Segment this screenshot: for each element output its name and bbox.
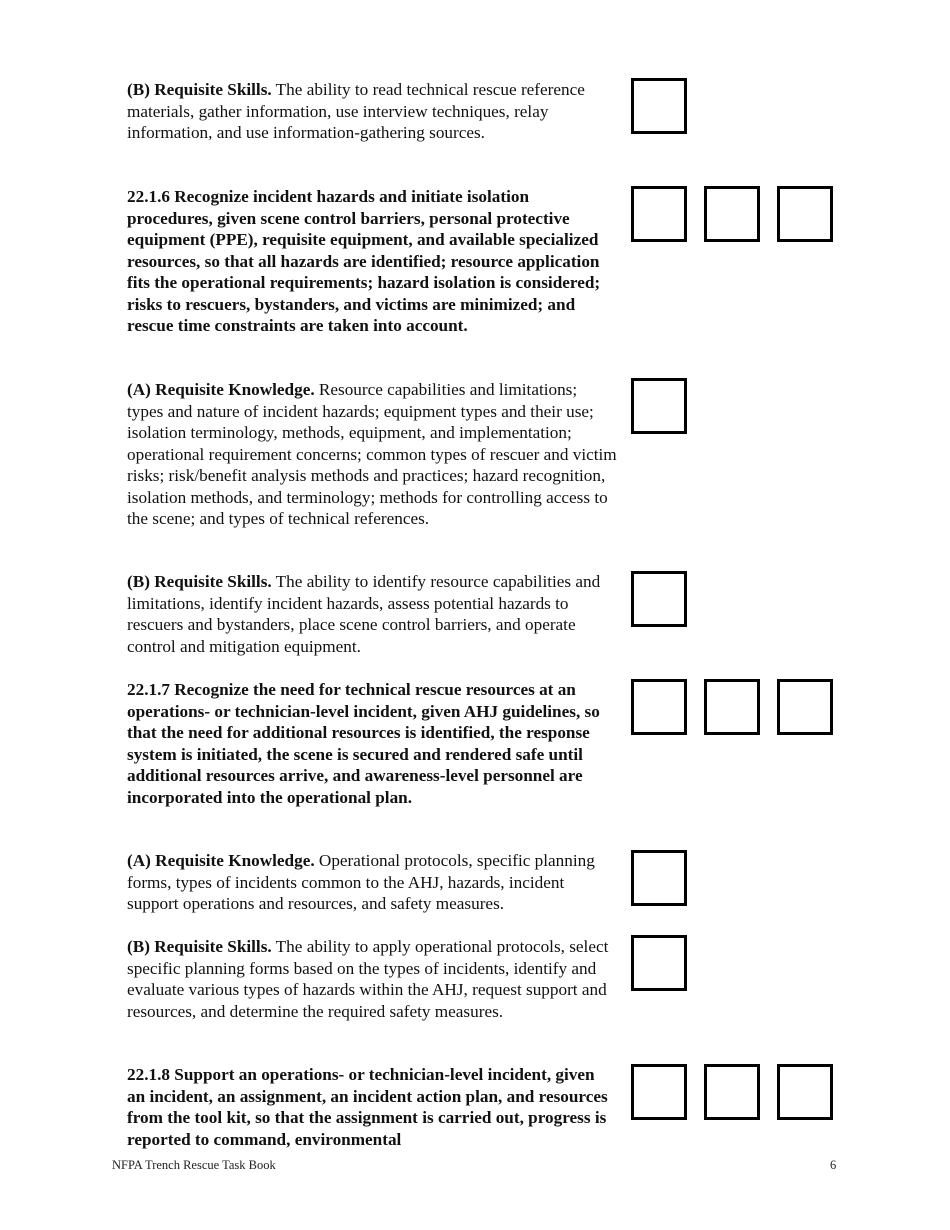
signoff-checkbox[interactable] — [704, 1064, 760, 1120]
signoff-box-group — [631, 78, 687, 134]
signoff-checkbox[interactable] — [777, 186, 833, 242]
requisite-knowledge-paragraph — [127, 379, 617, 530]
jpr-22-1-7-paragraph — [127, 679, 617, 808]
requisite-knowledge-paragraph — [127, 850, 617, 915]
footer-title: NFPA Trench Rescue Task Book — [112, 1158, 276, 1172]
section-text: Resource capabilities and limitations; types and nature of incident hazards; equipment types and their use; isolation terminology, methods, equipment, and implementation; operational requirement concerns; common types of rescuer and victim risks; risk/benefit analysis methods and practices; hazard recognition, isolation methods, and terminology; methods for controlling access to the scene; and types of technical references. — [127, 380, 617, 528]
section-text: 22.1.7 Recognize the need for technical rescue resources at an operations- or technician-level incident, given AHJ guidelines, so that the need for additional resources is identified, the response system is initiated, the scene is secured and rendered safe until additional resources arrive, and awareness-level personnel are incorporated into the operational plan. — [127, 680, 600, 807]
signoff-checkbox[interactable] — [631, 679, 687, 735]
signoff-box-group — [631, 571, 687, 627]
signoff-checkbox[interactable] — [777, 679, 833, 735]
signoff-checkbox[interactable] — [631, 935, 687, 991]
signoff-checkbox[interactable] — [777, 1064, 833, 1120]
signoff-checkbox[interactable] — [704, 186, 760, 242]
signoff-box-group — [631, 679, 833, 735]
signoff-box-group — [631, 935, 687, 991]
signoff-box-group — [631, 1064, 833, 1120]
signoff-checkbox[interactable] — [631, 186, 687, 242]
section-text: Operational protocols, specific planning forms, types of incidents common to the AHJ, hazards, incident support operations and resources, and safety measures. — [127, 851, 595, 913]
section-label: (A) Requisite Knowledge. — [127, 851, 315, 870]
section-text: 22.1.6 Recognize incident hazards and initiate isolation procedures, given scene control barriers, personal protective equipment (PPE), requisite equipment, and available specialized resources, so that all hazards are identified; resource application fits the operational requirements; hazard isolation is considered; risks to rescuers, bystanders, and victims are minimized; and rescue time constraints are taken into account. — [127, 187, 601, 335]
section-label: (B) Requisite Skills. — [127, 80, 272, 99]
section-text: The ability to identify resource capabilities and limitations, identify incident hazards, assess potential hazards to rescuers and bystanders, place scene control barriers, and operate control and mitigation equipment. — [127, 572, 601, 656]
jpr-22-1-6-paragraph — [127, 186, 617, 337]
signoff-checkbox[interactable] — [631, 571, 687, 627]
jpr-22-1-8-paragraph — [127, 1064, 617, 1150]
signoff-checkbox[interactable] — [631, 78, 687, 134]
requisite-skills-paragraph — [127, 571, 617, 657]
page-number: 6 — [830, 1158, 837, 1172]
requisite-skills-paragraph — [127, 79, 617, 144]
signoff-box-group — [631, 378, 687, 434]
signoff-box-group — [631, 186, 833, 242]
signoff-checkbox[interactable] — [631, 378, 687, 434]
section-label: (B) Requisite Skills. — [127, 572, 272, 591]
requisite-skills-paragraph — [127, 936, 617, 1022]
section-text: The ability to apply operational protocols, select specific planning forms based on the types of incidents, identify and evaluate various types of hazards within the AHJ, request support and resources, and determine the required safety measures. — [127, 937, 609, 1021]
signoff-box-group — [631, 850, 687, 906]
signoff-checkbox[interactable] — [631, 1064, 687, 1120]
signoff-checkbox[interactable] — [704, 679, 760, 735]
signoff-checkbox[interactable] — [631, 850, 687, 906]
section-label: (A) Requisite Knowledge. — [127, 380, 315, 399]
section-text: The ability to read technical rescue reference materials, gather information, use interview techniques, relay information, and use information-gathering sources. — [127, 80, 585, 142]
section-text: 22.1.8 Support an operations- or technician-level incident, given an incident, an assignment, an incident action plan, and resources from the tool kit, so that the assignment is carried out, progress is reported to command, environmental — [127, 1065, 608, 1149]
section-label: (B) Requisite Skills. — [127, 937, 272, 956]
